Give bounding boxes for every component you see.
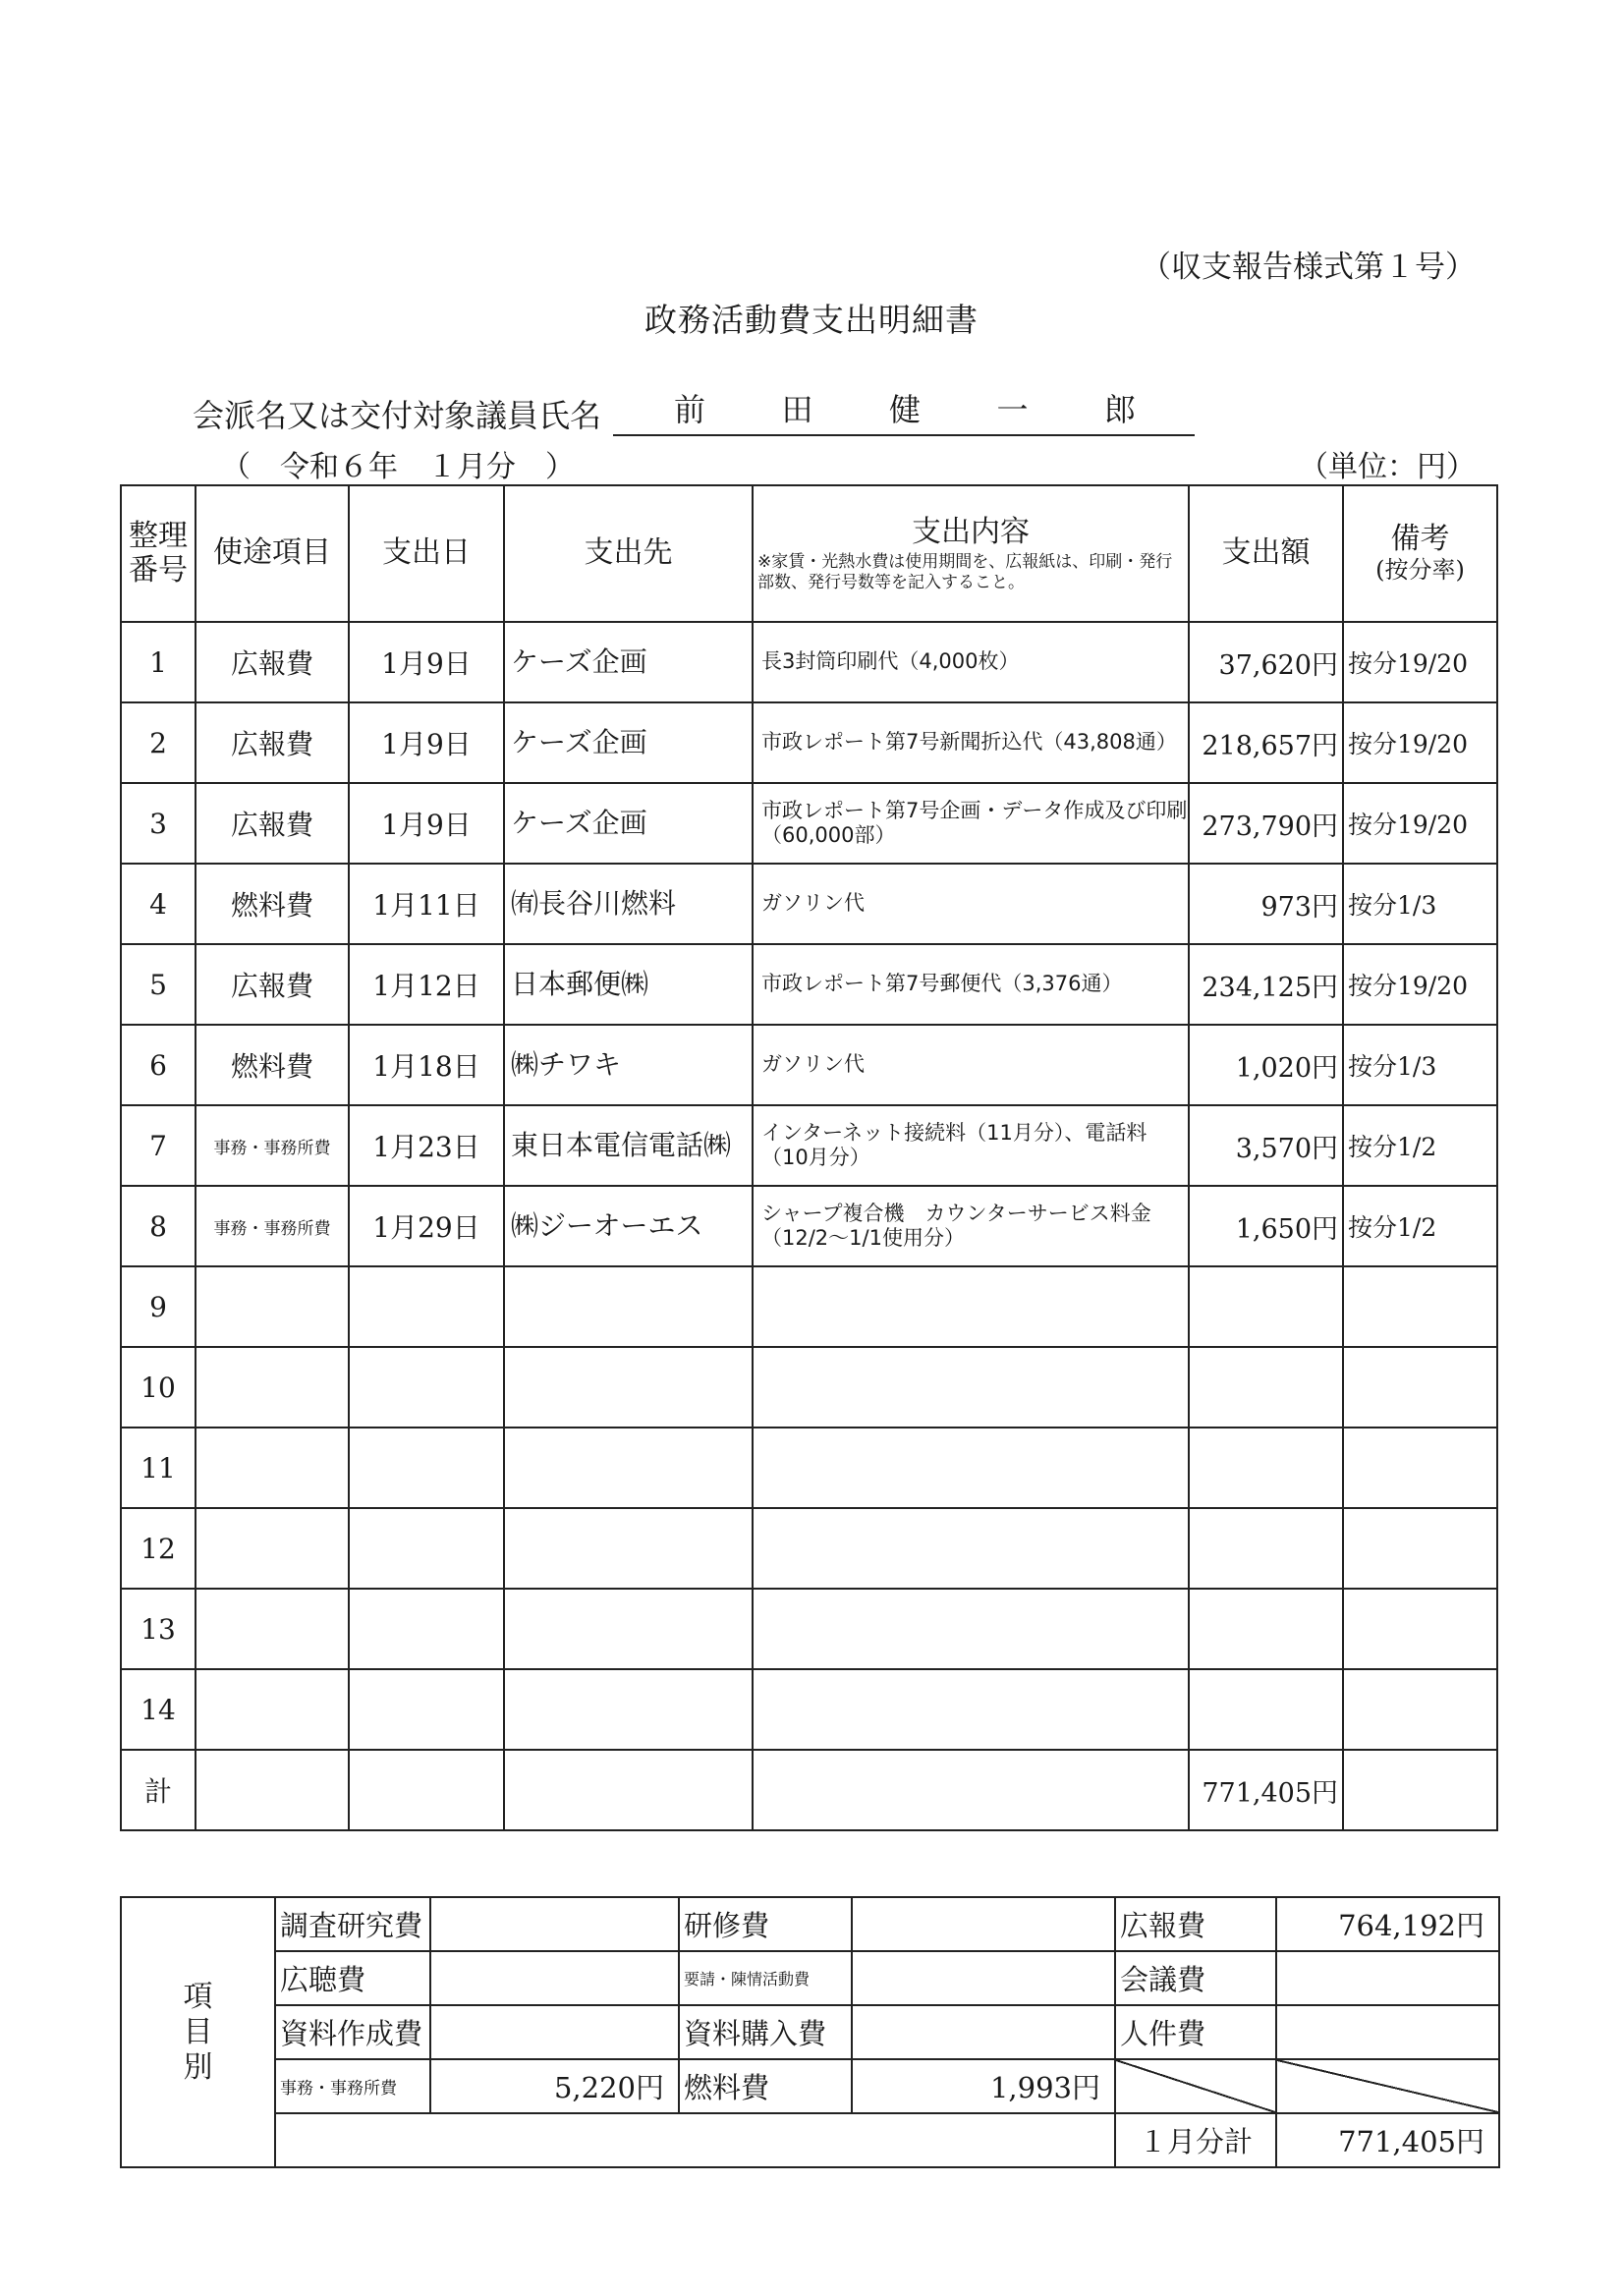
row-date: 1月29日 (349, 1186, 504, 1266)
row-date (349, 1589, 504, 1669)
row-no: 10 (121, 1347, 196, 1428)
name-char: 郎 (1103, 391, 1136, 428)
row-payee (504, 1428, 753, 1508)
row-date (349, 1508, 504, 1589)
office-label: 事務・事務所費 (275, 2059, 430, 2113)
empty-cell (349, 1750, 504, 1830)
fuel-value: 1,993円 (852, 2059, 1115, 2113)
summary-row (121, 2005, 1499, 2059)
row-payee: ケーズ企画 (504, 702, 753, 783)
row-payee: ケーズ企画 (504, 622, 753, 702)
row-content (753, 1428, 1189, 1508)
row-remarks: 按分19/20 (1343, 783, 1497, 864)
row-amount (1189, 1266, 1343, 1347)
personnel-value (1276, 2005, 1499, 2059)
materials-creation-value (430, 2005, 679, 2059)
row-remarks (1343, 1347, 1497, 1428)
row-category: 燃料費 (196, 864, 349, 944)
header-remarks-sub: (按分率) (1375, 555, 1465, 584)
row-content: シャープ複合機 カウンターサービス料金（12/2～1/1使用分） (753, 1186, 1189, 1266)
expense-detail-table (120, 484, 1498, 1831)
row-no: 2 (121, 702, 196, 783)
row-date: 1月9日 (349, 702, 504, 783)
row-remarks: 按分1/2 (1343, 1105, 1497, 1186)
empty-cell (753, 1750, 1189, 1830)
total-label: 計 (121, 1750, 196, 1830)
name-char: 前 (674, 391, 706, 428)
row-payee: ㈲長谷川燃料 (504, 864, 753, 944)
header-date: 支出日 (349, 485, 504, 622)
row-amount (1189, 1669, 1343, 1750)
row-no: 4 (121, 864, 196, 944)
hearing-value (430, 1951, 679, 2005)
hearing-label: 広聴費 (275, 1951, 430, 2005)
training-value (852, 1897, 1115, 1951)
row-payee (504, 1508, 753, 1589)
petition-value (852, 1951, 1115, 2005)
empty-cell (196, 1750, 349, 1830)
row-category: 事務・事務所費 (196, 1186, 349, 1266)
row-content (753, 1266, 1189, 1347)
row-remarks: 按分19/20 (1343, 944, 1497, 1025)
row-no: 12 (121, 1508, 196, 1589)
member-name-row (193, 385, 1195, 436)
row-payee: ㈱チワキ (504, 1025, 753, 1105)
row-no: 9 (121, 1266, 196, 1347)
header-no: 整理番号 (121, 485, 196, 622)
row-date: 1月18日 (349, 1025, 504, 1105)
row-content (753, 1508, 1189, 1589)
row-amount (1189, 1428, 1343, 1508)
member-name-value (613, 385, 1195, 436)
empty-slash-cell (1276, 2059, 1499, 2113)
row-remarks: 按分19/20 (1343, 702, 1497, 783)
table-row (121, 1669, 1497, 1750)
row-content: インターネット接続料（11月分）、電話料（10月分） (753, 1105, 1189, 1186)
row-payee (504, 1669, 753, 1750)
row-category (196, 1589, 349, 1669)
name-char: 健 (888, 391, 921, 428)
table-row (121, 622, 1497, 702)
header-payee: 支出先 (504, 485, 753, 622)
row-remarks: 按分19/20 (1343, 622, 1497, 702)
table-row (121, 1589, 1497, 1669)
row-category: 広報費 (196, 622, 349, 702)
summary-total-row (121, 2113, 1499, 2167)
table-row (121, 864, 1497, 944)
empty-cell (1343, 1750, 1497, 1830)
personnel-label: 人件費 (1115, 2005, 1276, 2059)
empty-cell (275, 2113, 1115, 2167)
row-amount: 218,657円 (1189, 702, 1343, 783)
row-content: ガソリン代 (753, 864, 1189, 944)
row-amount: 1,020円 (1189, 1025, 1343, 1105)
row-remarks: 按分1/3 (1343, 864, 1497, 944)
member-name-label: 会派名又は交付対象議員氏名 (193, 397, 602, 434)
monthly-total-value: 771,405円 (1276, 2113, 1499, 2167)
materials-purchase-label: 資料購入費 (679, 2005, 852, 2059)
row-no: 14 (121, 1669, 196, 1750)
table-row (121, 1025, 1497, 1105)
total-amount: 771,405円 (1189, 1750, 1343, 1830)
row-content (753, 1589, 1189, 1669)
document-title: 政務活動費支出明細書 (644, 301, 979, 339)
empty-slash-cell (1115, 2059, 1276, 2113)
table-row (121, 702, 1497, 783)
row-amount: 37,620円 (1189, 622, 1343, 702)
row-category: 事務・事務所費 (196, 1105, 349, 1186)
row-category (196, 1669, 349, 1750)
form-number-label: （収支報告様式第１号） (1141, 250, 1476, 285)
header-content (753, 485, 1189, 622)
materials-purchase-value (852, 2005, 1115, 2059)
row-category: 燃料費 (196, 1025, 349, 1105)
summary-row (121, 2059, 1499, 2113)
row-date: 1月9日 (349, 622, 504, 702)
row-content: 市政レポート第7号郵便代（3,376通） (753, 944, 1189, 1025)
row-no: 3 (121, 783, 196, 864)
row-remarks (1343, 1589, 1497, 1669)
meeting-label: 会議費 (1115, 1951, 1276, 2005)
training-label: 研修費 (679, 1897, 852, 1951)
row-category (196, 1347, 349, 1428)
empty-cell (504, 1750, 753, 1830)
category-summary-table (120, 1896, 1500, 2168)
row-no: 5 (121, 944, 196, 1025)
row-date: 1月12日 (349, 944, 504, 1025)
row-remarks (1343, 1508, 1497, 1589)
reporting-period: （ 令和６年 １月分 ） (221, 450, 575, 484)
table-row (121, 1186, 1497, 1266)
name-char: 一 (996, 391, 1029, 428)
row-category (196, 1266, 349, 1347)
row-no: 13 (121, 1589, 196, 1669)
row-payee: ケーズ企画 (504, 783, 753, 864)
fuel-label: 燃料費 (679, 2059, 852, 2113)
research-label: 調査研究費 (275, 1897, 430, 1951)
row-content: 市政レポート第7号新聞折込代（43,808通） (753, 702, 1189, 783)
row-no: 1 (121, 622, 196, 702)
petition-label: 要請・陳情活動費 (679, 1951, 852, 2005)
row-remarks (1343, 1428, 1497, 1508)
row-remarks: 按分1/2 (1343, 1186, 1497, 1266)
row-date: 1月11日 (349, 864, 504, 944)
table-row (121, 944, 1497, 1025)
row-no: 8 (121, 1186, 196, 1266)
row-payee (504, 1589, 753, 1669)
row-amount: 234,125円 (1189, 944, 1343, 1025)
row-category: 広報費 (196, 783, 349, 864)
row-date (349, 1347, 504, 1428)
row-date (349, 1428, 504, 1508)
row-no: 6 (121, 1025, 196, 1105)
total-row (121, 1750, 1497, 1830)
meeting-value (1276, 1951, 1499, 2005)
category-side-label: 項 目 別 (121, 1897, 275, 2167)
row-content: 長3封筒印刷代（4,000枚） (753, 622, 1189, 702)
row-category: 広報費 (196, 702, 349, 783)
row-amount (1189, 1508, 1343, 1589)
table-header-row (121, 485, 1497, 622)
row-date: 1月9日 (349, 783, 504, 864)
row-payee: 東日本電信電話㈱ (504, 1105, 753, 1186)
row-category: 広報費 (196, 944, 349, 1025)
summary-row (121, 1951, 1499, 2005)
row-date (349, 1669, 504, 1750)
row-category (196, 1428, 349, 1508)
table-row (121, 783, 1497, 864)
row-payee: ㈱ジーオーエス (504, 1186, 753, 1266)
header-category: 使途項目 (196, 485, 349, 622)
research-value (430, 1897, 679, 1951)
row-payee (504, 1266, 753, 1347)
row-amount: 3,570円 (1189, 1105, 1343, 1186)
header-content-title: 支出内容 (912, 515, 1030, 549)
monthly-total-label: １月分計 (1115, 2113, 1276, 2167)
table-row (121, 1508, 1497, 1589)
row-content (753, 1669, 1189, 1750)
row-no: 7 (121, 1105, 196, 1186)
table-row (121, 1105, 1497, 1186)
name-char: 田 (781, 391, 813, 428)
summary-row (121, 1897, 1499, 1951)
pr-value: 764,192円 (1276, 1897, 1499, 1951)
row-date (349, 1266, 504, 1347)
row-payee: 日本郵便㈱ (504, 944, 753, 1025)
materials-creation-label: 資料作成費 (275, 2005, 430, 2059)
row-content: 市政レポート第7号企画・データ作成及び印刷（60,000部） (753, 783, 1189, 864)
row-amount (1189, 1589, 1343, 1669)
pr-label: 広報費 (1115, 1897, 1276, 1951)
row-amount (1189, 1347, 1343, 1428)
header-content-note: ※家賃・光熱水費は使用期間を、広報紙は、印刷・発行部数、発行号数等を記入すること。 (757, 551, 1173, 592)
header-amount: 支出額 (1189, 485, 1343, 622)
row-amount: 973円 (1189, 864, 1343, 944)
table-row (121, 1266, 1497, 1347)
header-remarks (1343, 485, 1497, 622)
table-row (121, 1347, 1497, 1428)
row-amount: 1,650円 (1189, 1186, 1343, 1266)
row-remarks (1343, 1266, 1497, 1347)
row-content: ガソリン代 (753, 1025, 1189, 1105)
office-value: 5,220円 (430, 2059, 679, 2113)
row-no: 11 (121, 1428, 196, 1508)
table-row (121, 1428, 1497, 1508)
row-remarks (1343, 1669, 1497, 1750)
unit-label: （単位：円） (1299, 450, 1476, 484)
row-date: 1月23日 (349, 1105, 504, 1186)
row-amount: 273,790円 (1189, 783, 1343, 864)
row-category (196, 1508, 349, 1589)
header-remarks-title: 備考 (1390, 522, 1450, 557)
row-remarks: 按分1/3 (1343, 1025, 1497, 1105)
row-payee (504, 1347, 753, 1428)
row-content (753, 1347, 1189, 1428)
